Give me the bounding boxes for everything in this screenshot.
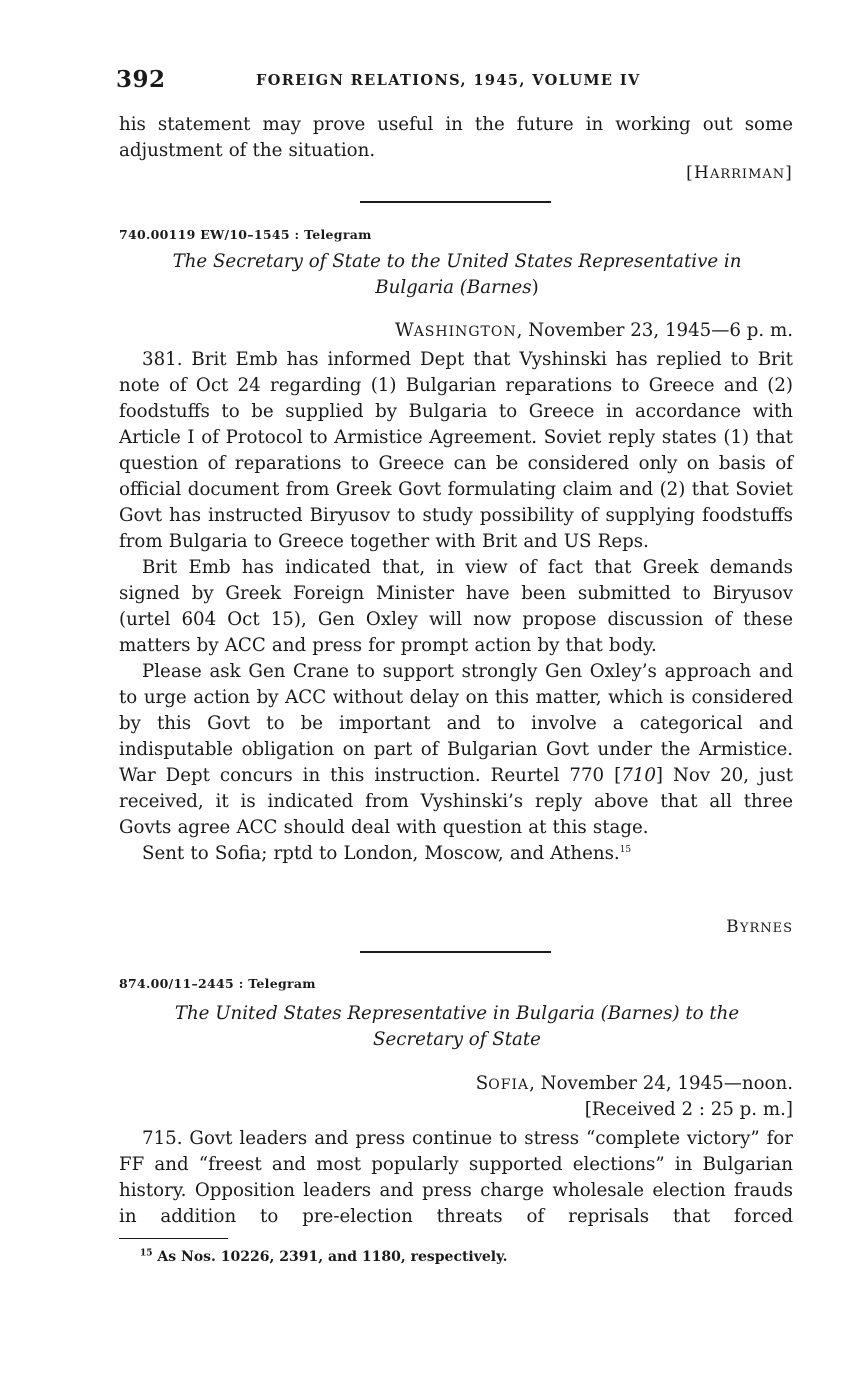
paragraph: Please ask Gen Crane to support strongly Gen Oxley’s approach and to urge action by ACC without delay on this matter, which is considered by this Govt to be important and to involve a categorical and indisputable obligation on part of Bulgarian Govt under the Armistice. War Dept concurs in this instruction. Reurtel 770 [710] Nov 20, just received, it is indicated from Vyshinski’s reply above that all three Govts agree ACC should deal with question at this stage. — [119, 661, 794, 838]
file-reference: 740.00119 EW/10–1545 : Telegram — [119, 227, 372, 242]
signature-byrnes: BYRNES — [726, 917, 793, 937]
running-title: FOREIGN RELATIONS, 1945, VOLUME IV — [256, 72, 641, 89]
paragraph: 381. Brit Emb has informed Dept that Vyshinski has replied to Brit note of Oct 24 regarding (1) Bulgarian reparations to Greece and (2) foodstuffs to be supplied by Bulgaria to Greece in accordance with Article I of Protocol to Armistice Agreement. Soviet reply states (1) that question of reparations to Greece can be considered only on basis of official document from Greek Govt formulating claim and (2) that Soviet Govt has instructed Biryusov to study possibility of supplying foodstuffs from Bulgaria to Greece together with Brit and US Reps. — [119, 349, 793, 552]
continuation-block — [119, 112, 793, 164]
continuation-text: his statement may prove useful in the future in working out some adjustment of the situation. — [119, 114, 793, 161]
title-line-2: Secretary of State — [373, 1029, 541, 1050]
footnote-text: As Nos. 10226, 2391, and 1180, respectively. — [157, 1249, 508, 1265]
title-line-2: Bulgaria (Barnes) — [375, 277, 539, 298]
paragraph: Sent to Sofia; rptd to London, Moscow, and Athens.$^{15}$ — [142, 843, 632, 864]
signature-open: [H — [686, 163, 710, 183]
signature-harriman — [686, 163, 793, 183]
section-divider — [360, 201, 551, 203]
paragraph: 715. Govt leaders and press continue to stress “complete victory” for FF and “freest and most popularly supported elections” in Bulgarian history. Opposition leaders and press charge wholesale election frauds in addition to pre-election threats of reprisals that forced — [119, 1128, 793, 1227]
section-divider — [360, 951, 551, 953]
document-title — [119, 1001, 795, 1053]
page-header — [116, 66, 796, 100]
dateline: SOFIA, November 24, 1945—noon. — [475, 1073, 793, 1094]
title-line-1: The United States Representative in Bulgaria (Barnes) to the — [174, 1003, 740, 1024]
footnote-divider — [119, 1238, 228, 1239]
file-reference: 874.00/11–2445 : Telegram — [119, 976, 316, 991]
telegram-body — [119, 347, 793, 867]
dateline: WASHINGTON, November 23, 1945—6 p. m. — [394, 320, 793, 341]
received-time: [Received 2 : 25 p. m.] — [584, 1099, 793, 1120]
signature-rest: ARRIMAN — [709, 167, 786, 182]
title-line-1: The Secretary of State to the United States Representative in — [172, 251, 742, 272]
telegram-body — [119, 1126, 793, 1230]
page-number: 392 — [116, 66, 166, 93]
paragraph: Brit Emb has indicated that, in view of fact that Greek demands signed by Greek Foreign Minister have been submitted to Biryusov (urtel 604 Oct 15), Gen Oxley will now propose discussion of these matters by ACC and press for prompt action by that body. — [119, 557, 793, 656]
signature-close: ] — [785, 163, 793, 183]
footnote-mark: 15 — [140, 1248, 153, 1259]
footnote — [140, 1249, 508, 1265]
footnote-reference: 15 — [619, 844, 632, 855]
document-title — [119, 249, 795, 301]
